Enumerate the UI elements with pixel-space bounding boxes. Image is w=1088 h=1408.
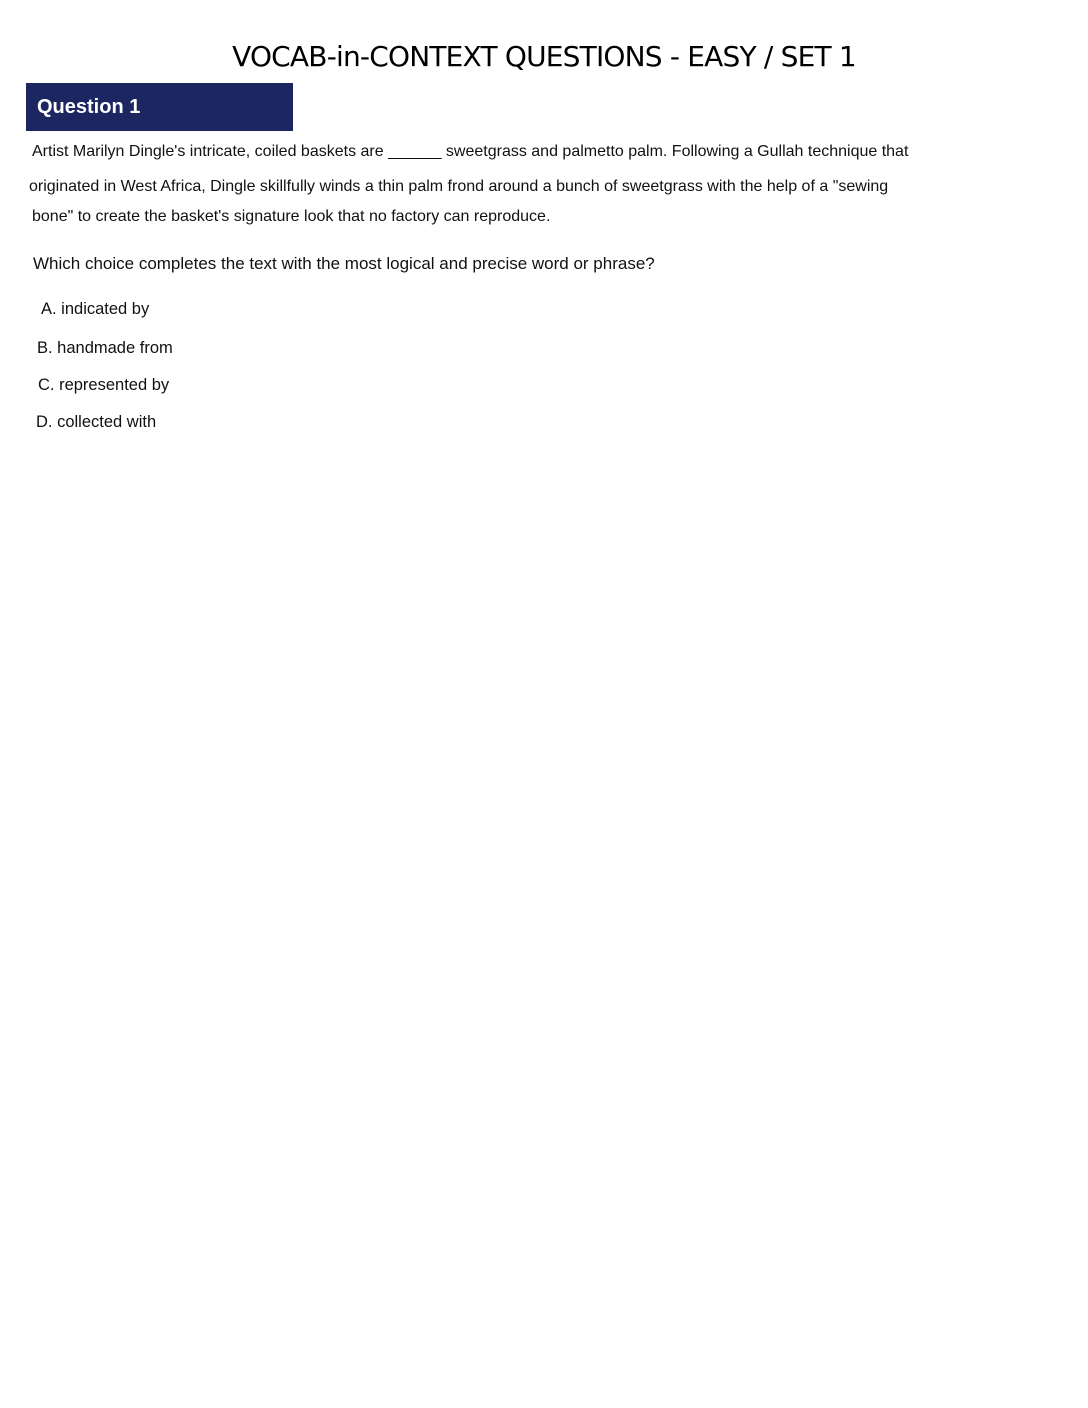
passage-line-3: bone" to create the basket's signature look that no factory can reproduce. (32, 208, 551, 225)
passage-line-2: originated in West Africa, Dingle skillfully winds a thin palm frond around a bunch of sweetgrass with the help of a "sewing (29, 178, 889, 195)
passage-line-1: Artist Marilyn Dingle's intricate, coiled baskets are ______ sweetgrass and palmetto palm. Following a Gullah technique that (32, 143, 909, 160)
answer-choice-a[interactable]: A. indicated by (41, 300, 150, 318)
answer-choice-d[interactable]: D. collected with (36, 413, 157, 431)
answer-choice-c[interactable]: C. represented by (38, 376, 170, 394)
question-header: Question 1 (26, 83, 293, 131)
question-prompt: Which choice completes the text with the most logical and precise word or phrase? (33, 254, 655, 273)
page-title: VOCAB-in-CONTEXT QUESTIONS - EASY / SET 1 (232, 40, 856, 73)
answer-choice-b[interactable]: B. handmade from (37, 339, 173, 357)
